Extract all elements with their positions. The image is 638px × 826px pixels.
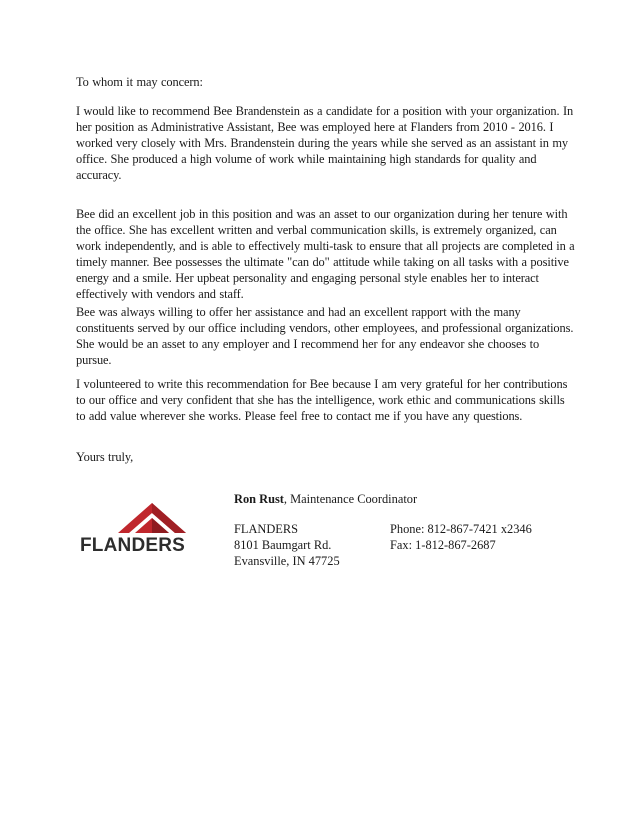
closing: Yours truly, — [76, 450, 134, 464]
signer-title: , Maintenance Coordinator — [283, 492, 418, 506]
logo-wordmark: FLANDERS — [80, 535, 186, 556]
paragraph-rapport: Bee was always willing to offer her assistance and had an excellent rapport with the many constituents served by our office including vendors, other employees, and professional organizations. She would be an asset to any employer and I recommend her for any endeavor she chooses to pursue. — [76, 305, 574, 367]
address-street: 8101 Baumgart Rd. — [234, 538, 332, 552]
paragraph-intro: I would like to recommend Bee Brandenstein as a candidate for a position with your organization. In her position as Administrative Assistant, Bee was employed here at Flanders from 2010 - 2016. I worked very closely with Mrs. Brandenstein during the years while she served as an assistant in my office. She produced a high volume of work while maintaining high standards for quality and accuracy. — [76, 104, 574, 182]
fax-number: Fax: 1-812-867-2687 — [390, 538, 496, 552]
phone-number: Phone: 812-867-7421 x2346 — [390, 522, 532, 536]
greeting: To whom it may concern: — [76, 75, 203, 89]
signer-name: Ron Rust — [234, 492, 284, 506]
company-name: FLANDERS — [234, 522, 299, 536]
paragraph-performance: Bee did an excellent job in this position and was an asset to our organization during her tenure with the office. She has excellent written and verbal communication skills, is extremely organized, can work independently, and is able to effectively multi-task to ensure that all projects are completed in a timely manner. Bee possesses the ultimate "can do" attitude while taking on all tasks with a positive energy and a smile. Her upbeat personality and engaging personal style enables her to interact effectively with vendors and staff. — [76, 207, 575, 301]
signature-line — [234, 492, 417, 508]
paragraph-conclusion: I volunteered to write this recommendation for Bee because I am very grateful for her contributions to our office and very confident that she has the intelligence, work ethic and communications skills to add value wherever she works. Please feel free to contact me if you have any questions. — [76, 377, 568, 423]
flanders-roof-mark-icon — [80, 500, 220, 536]
address-city: Evansville, IN 47725 — [234, 554, 340, 568]
flanders-logo — [80, 500, 220, 560]
